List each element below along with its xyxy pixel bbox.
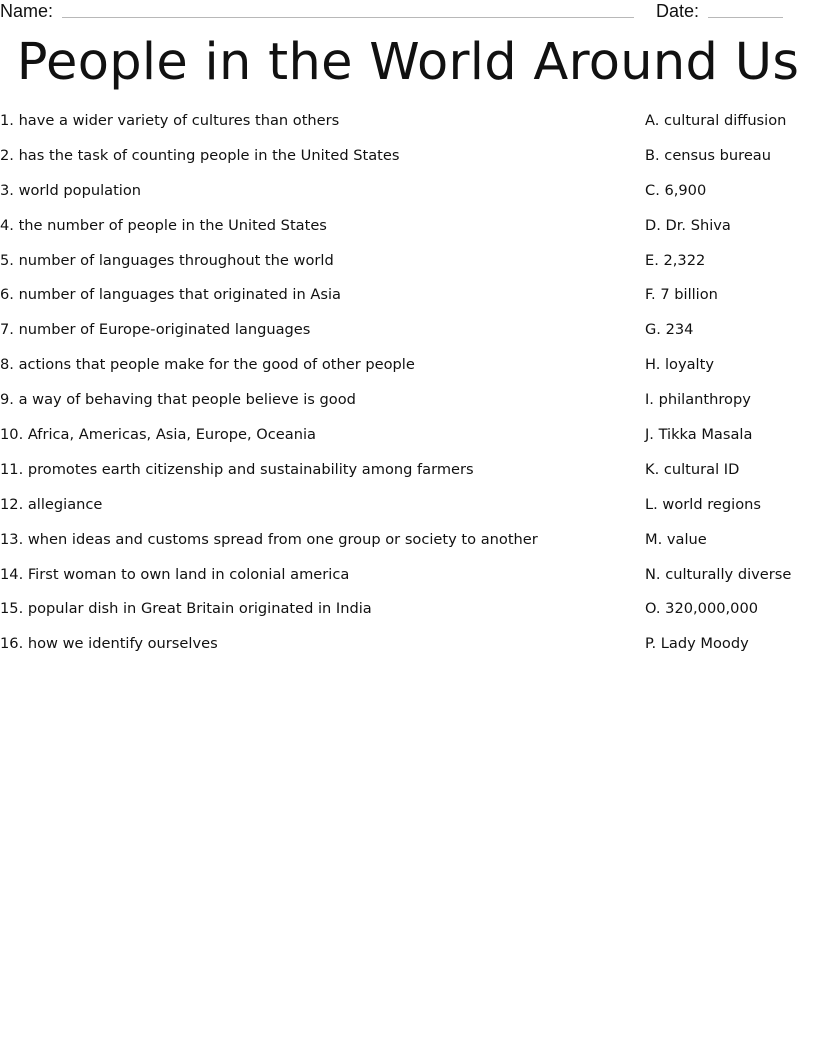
clue-text: 2. has the task of counting people in the United States [0,146,400,164]
answer-option: J. Tikka Masala [645,426,753,444]
name-field[interactable] [62,17,634,18]
matching-row [0,174,816,209]
matching-row [0,418,816,453]
clue-text: 13. when ideas and customs spread from one group or society to another [0,530,538,548]
answer-option: K. cultural ID [645,460,740,478]
answer-option: P. Lady Moody [645,635,749,653]
answer-option: G. 234 [645,321,694,339]
answer-option: L. world regions [645,495,761,513]
clue-text: 8. actions that people make for the good of other people [0,356,415,374]
clue-text: 10. Africa, Americas, Asia, Europe, Oceania [0,426,316,444]
matching-row [0,104,816,139]
answer-option: E. 2,322 [645,251,706,269]
answer-option: H. loyalty [645,356,714,374]
clue-text: 14. First woman to own land in colonial america [0,565,350,583]
matching-row [0,488,816,523]
answer-option: F. 7 billion [645,286,718,304]
matching-row [0,627,816,662]
matching-row [0,244,816,279]
matching-row [0,313,816,348]
matching-row [0,523,816,558]
clue-text: 12. allegiance [0,495,103,513]
date-field[interactable] [708,17,783,18]
answer-option: M. value [645,530,707,548]
page-title: People in the World Around Us [16,33,800,92]
clue-text: 1. have a wider variety of cultures than others [0,112,340,129]
date-label: Date: [656,1,700,21]
name-label: Name: [0,1,54,21]
clue-text: 6. number of languages that originated in Asia [0,286,341,304]
clue-text: 5. number of languages throughout the world [0,251,334,269]
answer-option: O. 320,000,000 [645,600,759,618]
matching-row [0,592,816,627]
clue-text: 11. promotes earth citizenship and sustainability among farmers [0,460,474,478]
clue-text: 16. how we identify ourselves [0,635,218,653]
matching-list [0,104,816,662]
answer-option: D. Dr. Shiva [645,216,731,234]
matching-row [0,139,816,174]
matching-row [0,558,816,593]
clue-text: 15. popular dish in Great Britain originated in India [0,600,372,618]
matching-row [0,278,816,313]
answer-option: C. 6,900 [645,181,707,199]
clue-text: 4. the number of people in the United States [0,216,327,234]
answer-option: I. philanthropy [645,391,751,409]
matching-row [0,348,816,383]
answer-option: A. cultural diffusion [645,112,787,129]
clue-text: 7. number of Europe-originated languages [0,321,311,339]
matching-row [0,383,816,418]
clue-text: 9. a way of behaving that people believe is good [0,391,356,409]
answer-option: B. census bureau [645,146,771,164]
clue-text: 3. world population [0,181,142,199]
matching-row [0,453,816,488]
answer-option: N. culturally diverse [645,565,792,583]
header [0,0,816,24]
matching-row [0,209,816,244]
